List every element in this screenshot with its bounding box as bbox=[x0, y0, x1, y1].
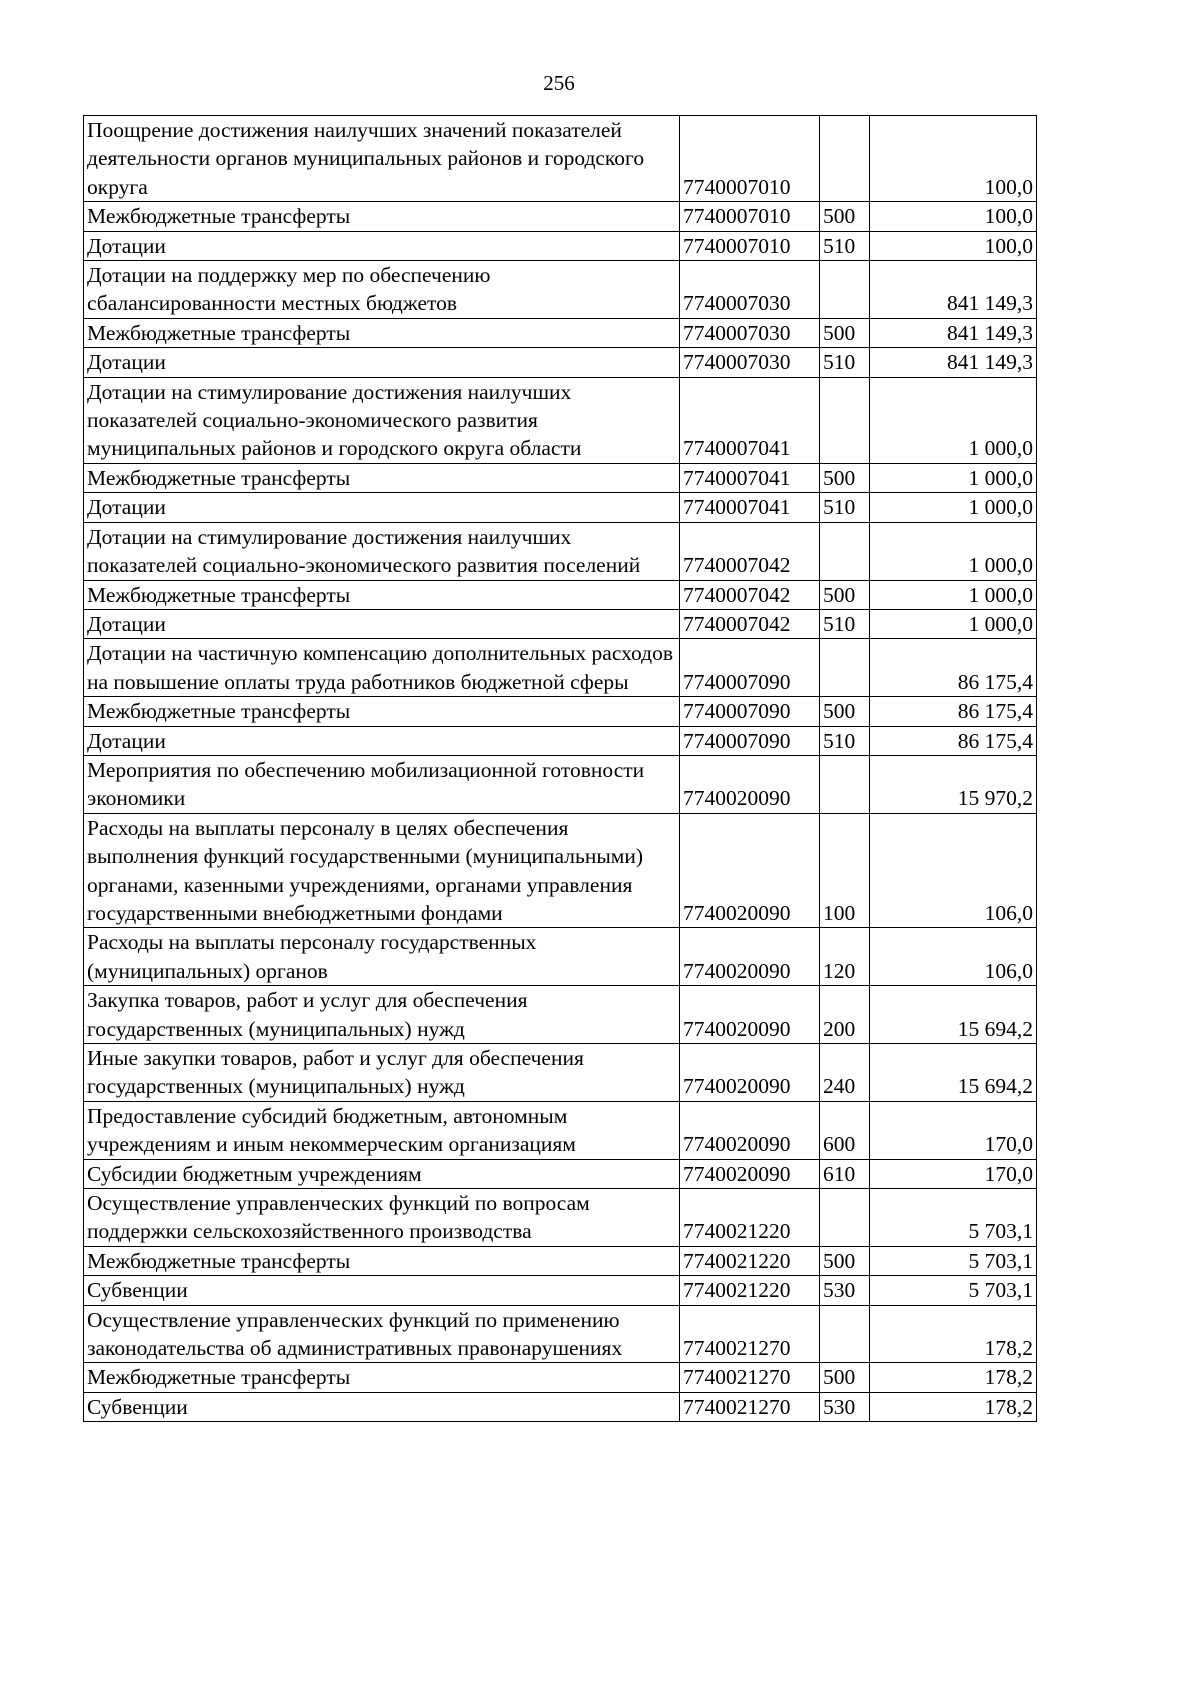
target-code-cell: 7740007042 bbox=[680, 580, 820, 609]
amount-cell: 1 000,0 bbox=[870, 609, 1037, 638]
expense-name-cell: Дотации на частичную компенсацию дополнительных расходов на повышение оплаты труда работников бюджетной сферы bbox=[84, 639, 680, 697]
expense-type-cell: 120 bbox=[820, 928, 870, 986]
expense-type-cell: 500 bbox=[820, 1363, 870, 1392]
table-row bbox=[84, 1246, 1037, 1275]
expense-name-cell: Иные закупки товаров, работ и услуг для обеспечения государственных (муниципальных) нужд bbox=[84, 1044, 680, 1102]
amount-cell: 100,0 bbox=[870, 202, 1037, 231]
table-row bbox=[84, 463, 1037, 492]
expense-name-cell: Дотации на поддержку мер по обеспечению сбалансированности местных бюджетов bbox=[84, 261, 680, 319]
target-code-cell: 7740020090 bbox=[680, 1101, 820, 1159]
amount-cell: 15 694,2 bbox=[870, 986, 1037, 1044]
table-row bbox=[84, 1363, 1037, 1392]
expense-name-cell: Дотации bbox=[84, 231, 680, 260]
amount-cell: 841 149,3 bbox=[870, 348, 1037, 377]
table-row bbox=[84, 318, 1037, 347]
table-row bbox=[84, 1159, 1037, 1188]
expense-type-cell: 510 bbox=[820, 231, 870, 260]
expense-name-cell: Межбюджетные трансферты bbox=[84, 202, 680, 231]
expense-name-cell: Закупка товаров, работ и услуг для обеспечения государственных (муниципальных) нужд bbox=[84, 986, 680, 1044]
target-code-cell: 7740007010 bbox=[680, 202, 820, 231]
target-code-cell: 7740007010 bbox=[680, 116, 820, 202]
expense-type-cell: 510 bbox=[820, 726, 870, 755]
target-code-cell: 7740020090 bbox=[680, 1159, 820, 1188]
table-row bbox=[84, 609, 1037, 638]
target-code-cell: 7740007030 bbox=[680, 348, 820, 377]
amount-cell: 106,0 bbox=[870, 813, 1037, 928]
table-row bbox=[84, 493, 1037, 522]
amount-cell: 5 703,1 bbox=[870, 1276, 1037, 1305]
expense-type-cell: 500 bbox=[820, 202, 870, 231]
expense-name-cell: Дотации bbox=[84, 609, 680, 638]
target-code-cell: 7740007042 bbox=[680, 522, 820, 580]
target-code-cell: 7740021220 bbox=[680, 1189, 820, 1247]
table-row bbox=[84, 928, 1037, 986]
expense-type-cell: 200 bbox=[820, 986, 870, 1044]
expense-name-cell: Мероприятия по обеспечению мобилизационной готовности экономики bbox=[84, 755, 680, 813]
budget-table bbox=[83, 115, 1037, 1422]
expense-name-cell: Расходы на выплаты персоналу в целях обеспечения выполнения функций государственными (муниципальными) органами, казенными учреждениями, органами управления государственными внебюджетными фондами bbox=[84, 813, 680, 928]
expense-type-cell: 530 bbox=[820, 1276, 870, 1305]
amount-cell: 178,2 bbox=[870, 1363, 1037, 1392]
table-row bbox=[84, 726, 1037, 755]
target-code-cell: 7740020090 bbox=[680, 755, 820, 813]
amount-cell: 86 175,4 bbox=[870, 697, 1037, 726]
table-row bbox=[84, 202, 1037, 231]
amount-cell: 1 000,0 bbox=[870, 493, 1037, 522]
amount-cell: 178,2 bbox=[870, 1392, 1037, 1421]
amount-cell: 100,0 bbox=[870, 116, 1037, 202]
expense-type-cell: 510 bbox=[820, 609, 870, 638]
expense-name-cell: Межбюджетные трансферты bbox=[84, 1246, 680, 1275]
expense-type-cell: 500 bbox=[820, 580, 870, 609]
amount-cell: 1 000,0 bbox=[870, 580, 1037, 609]
expense-type-cell: 100 bbox=[820, 813, 870, 928]
target-code-cell: 7740020090 bbox=[680, 928, 820, 986]
expense-type-cell: 500 bbox=[820, 463, 870, 492]
table-row bbox=[84, 348, 1037, 377]
expense-type-cell: 530 bbox=[820, 1392, 870, 1421]
amount-cell: 86 175,4 bbox=[870, 639, 1037, 697]
amount-cell: 5 703,1 bbox=[870, 1246, 1037, 1275]
table-row bbox=[84, 377, 1037, 463]
amount-cell: 1 000,0 bbox=[870, 377, 1037, 463]
expense-name-cell: Межбюджетные трансферты bbox=[84, 1363, 680, 1392]
table-row bbox=[84, 639, 1037, 697]
table-row bbox=[84, 580, 1037, 609]
amount-cell: 5 703,1 bbox=[870, 1189, 1037, 1247]
expense-name-cell: Дотации bbox=[84, 726, 680, 755]
target-code-cell: 7740021270 bbox=[680, 1363, 820, 1392]
expense-type-cell: 240 bbox=[820, 1044, 870, 1102]
target-code-cell: 7740007090 bbox=[680, 726, 820, 755]
amount-cell: 841 149,3 bbox=[870, 261, 1037, 319]
target-code-cell: 7740007030 bbox=[680, 261, 820, 319]
expense-name-cell: Поощрение достижения наилучших значений показателей деятельности органов муниципальных районов и городского округа bbox=[84, 116, 680, 202]
expense-name-cell: Дотации bbox=[84, 348, 680, 377]
target-code-cell: 7740020090 bbox=[680, 986, 820, 1044]
table-row bbox=[84, 261, 1037, 319]
expense-type-cell: 500 bbox=[820, 1246, 870, 1275]
table-row bbox=[84, 813, 1037, 928]
expense-name-cell: Осуществление управленческих функций по вопросам поддержки сельскохозяйственного производства bbox=[84, 1189, 680, 1247]
expense-name-cell: Дотации bbox=[84, 493, 680, 522]
target-code-cell: 7740007041 bbox=[680, 377, 820, 463]
expense-name-cell: Межбюджетные трансферты bbox=[84, 697, 680, 726]
expense-type-cell: 500 bbox=[820, 697, 870, 726]
expense-name-cell: Межбюджетные трансферты bbox=[84, 463, 680, 492]
amount-cell: 170,0 bbox=[870, 1101, 1037, 1159]
amount-cell: 86 175,4 bbox=[870, 726, 1037, 755]
budget-table-body bbox=[84, 116, 1037, 1422]
table-row bbox=[84, 1044, 1037, 1102]
amount-cell: 106,0 bbox=[870, 928, 1037, 986]
expense-type-cell: 610 bbox=[820, 1159, 870, 1188]
table-row bbox=[84, 755, 1037, 813]
amount-cell: 1 000,0 bbox=[870, 522, 1037, 580]
expense-type-cell bbox=[820, 522, 870, 580]
target-code-cell: 7740007041 bbox=[680, 463, 820, 492]
table-row bbox=[84, 986, 1037, 1044]
amount-cell: 170,0 bbox=[870, 1159, 1037, 1188]
target-code-cell: 7740021220 bbox=[680, 1246, 820, 1275]
expense-name-cell: Субвенции bbox=[84, 1276, 680, 1305]
amount-cell: 15 970,2 bbox=[870, 755, 1037, 813]
target-code-cell: 7740007090 bbox=[680, 639, 820, 697]
table-row bbox=[84, 522, 1037, 580]
target-code-cell: 7740007042 bbox=[680, 609, 820, 638]
target-code-cell: 7740020090 bbox=[680, 1044, 820, 1102]
table-row bbox=[84, 1276, 1037, 1305]
table-row bbox=[84, 1392, 1037, 1421]
table-row bbox=[84, 1305, 1037, 1363]
expense-type-cell bbox=[820, 116, 870, 202]
amount-cell: 178,2 bbox=[870, 1305, 1037, 1363]
expense-type-cell bbox=[820, 261, 870, 319]
table-row bbox=[84, 697, 1037, 726]
expense-name-cell: Межбюджетные трансферты bbox=[84, 580, 680, 609]
expense-type-cell: 600 bbox=[820, 1101, 870, 1159]
page-number: 256 bbox=[543, 71, 575, 95]
expense-type-cell: 510 bbox=[820, 348, 870, 377]
expense-name-cell: Субвенции bbox=[84, 1392, 680, 1421]
expense-name-cell: Субсидии бюджетным учреждениям bbox=[84, 1159, 680, 1188]
expense-name-cell: Предоставление субсидий бюджетным, автономным учреждениям и иным некоммерческим организациям bbox=[84, 1101, 680, 1159]
target-code-cell: 7740021270 bbox=[680, 1305, 820, 1363]
target-code-cell: 7740021270 bbox=[680, 1392, 820, 1421]
expense-name-cell: Дотации на стимулирование достижения наилучших показателей социально-экономического развития муниципальных районов и городского округа области bbox=[84, 377, 680, 463]
expense-type-cell bbox=[820, 1189, 870, 1247]
expense-type-cell bbox=[820, 377, 870, 463]
expense-type-cell bbox=[820, 639, 870, 697]
table-row bbox=[84, 231, 1037, 260]
table-row bbox=[84, 1189, 1037, 1247]
amount-cell: 841 149,3 bbox=[870, 318, 1037, 347]
table-row bbox=[84, 116, 1037, 202]
target-code-cell: 7740007010 bbox=[680, 231, 820, 260]
expense-type-cell: 510 bbox=[820, 493, 870, 522]
expense-type-cell: 500 bbox=[820, 318, 870, 347]
target-code-cell: 7740007090 bbox=[680, 697, 820, 726]
target-code-cell: 7740021220 bbox=[680, 1276, 820, 1305]
expense-type-cell bbox=[820, 1305, 870, 1363]
amount-cell: 100,0 bbox=[870, 231, 1037, 260]
expense-name-cell: Межбюджетные трансферты bbox=[84, 318, 680, 347]
expense-name-cell: Дотации на стимулирование достижения наилучших показателей социально-экономического развития поселений bbox=[84, 522, 680, 580]
expense-name-cell: Осуществление управленческих функций по применению законодательства об административных правонарушениях bbox=[84, 1305, 680, 1363]
amount-cell: 1 000,0 bbox=[870, 463, 1037, 492]
expense-name-cell: Расходы на выплаты персоналу государственных (муниципальных) органов bbox=[84, 928, 680, 986]
expense-type-cell bbox=[820, 755, 870, 813]
target-code-cell: 7740007041 bbox=[680, 493, 820, 522]
target-code-cell: 7740020090 bbox=[680, 813, 820, 928]
table-row bbox=[84, 1101, 1037, 1159]
target-code-cell: 7740007030 bbox=[680, 318, 820, 347]
amount-cell: 15 694,2 bbox=[870, 1044, 1037, 1102]
